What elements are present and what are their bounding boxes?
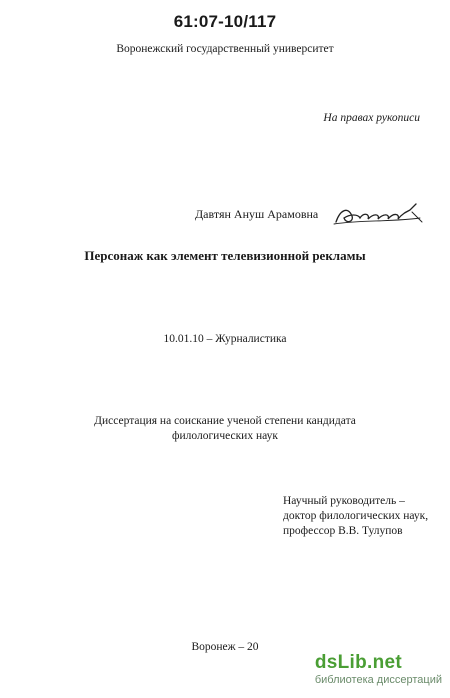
author-row xyxy=(0,200,450,230)
advisor-block xyxy=(283,494,428,539)
signature-icon xyxy=(330,200,430,230)
watermark-subtitle: библиотека диссертаций xyxy=(314,674,442,686)
degree-line-2: филологических наук xyxy=(172,430,278,442)
specialty-code: 10.01.10 – Журналистика xyxy=(163,333,287,345)
city-year: Воронеж – 20 xyxy=(191,641,259,653)
watermark-logo[interactable]: dsLib.net xyxy=(314,652,403,673)
dissertation-title: Персонаж как элемент телевизионной рекламы xyxy=(84,248,366,263)
document-code: 61:07-10/117 xyxy=(173,12,277,31)
degree-line-1: Диссертация на соискание ученой степени кандидата xyxy=(94,415,356,427)
advisor-line-1: Научный руководитель – xyxy=(283,495,405,507)
author-name: Давтян Ануш Арамовна xyxy=(195,207,319,221)
university-name: Воронежский государственный университет xyxy=(116,43,334,55)
advisor-line-2: доктор филологических наук, xyxy=(283,510,429,522)
watermark[interactable] xyxy=(315,653,442,687)
rights-note: На правах рукописи xyxy=(323,112,420,124)
dissertation-degree xyxy=(0,414,450,444)
advisor-line-3: профессор В.В. Тулупов xyxy=(283,525,403,537)
